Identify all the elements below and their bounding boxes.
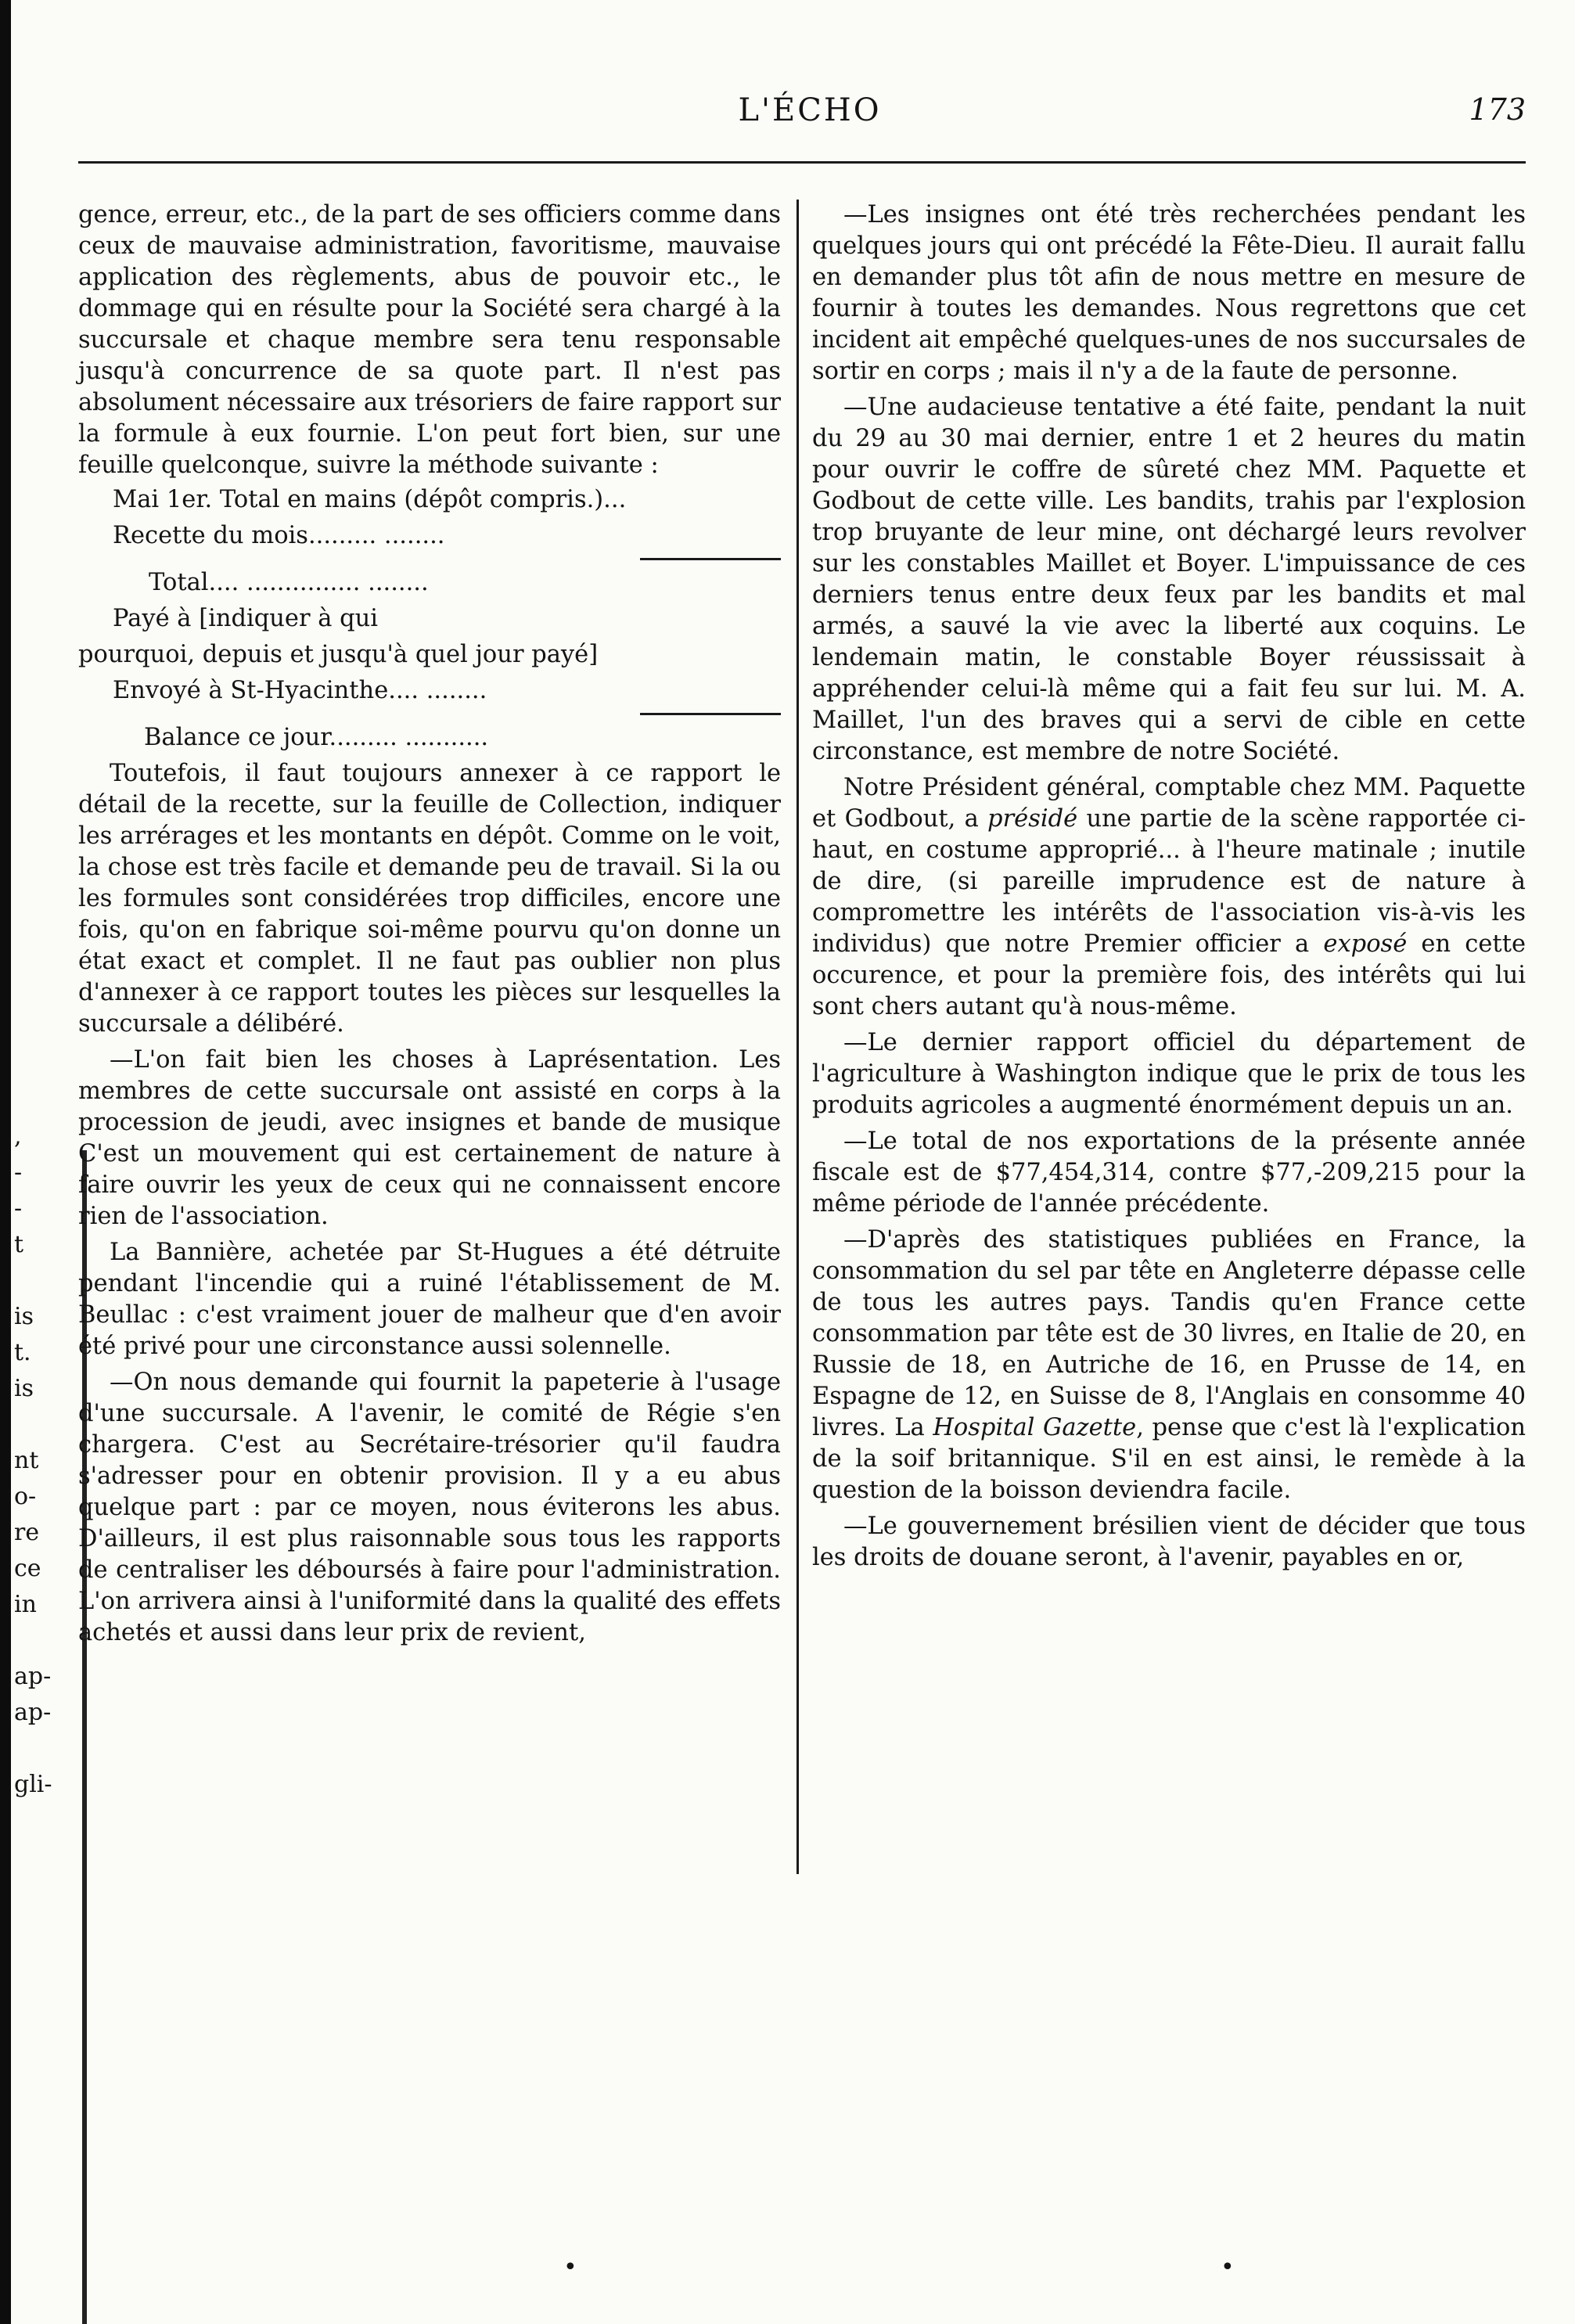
margin-fragment: is (14, 1375, 34, 1402)
margin-fragment: o- (14, 1483, 37, 1510)
right-column (812, 200, 1526, 1574)
ledger-line: Balance ce jour......... ........... (144, 724, 489, 751)
footer-dot: • (563, 2254, 577, 2281)
margin-fragment: t (14, 1231, 24, 1258)
margin-fragment (14, 1263, 85, 1299)
page-header (94, 92, 1526, 131)
margin-fragment: in (14, 1591, 37, 1618)
ledger-rule (78, 707, 781, 722)
page-edge-shadow (0, 0, 11, 2324)
italic-text: exposé (1323, 930, 1408, 958)
previous-page-fragments (14, 1119, 85, 1803)
ledger-line: Payé à [indiquer à qui (113, 605, 379, 632)
paragraph-text: Notre Président général, comptable chez MM. Paquette et Godbout, a (812, 774, 1526, 833)
margin-fragment (14, 1731, 85, 1767)
margin-fragment: ap- (14, 1699, 52, 1726)
footer-dot: • (1221, 2254, 1235, 2281)
paragraph: —Les insignes ont été très recherchées pendant les quelques jours qui ont précédé la Fête-Dieu. Il aurait fallu en demander plus tôt afin de nous mettre en mesure de fournir à toutes les demandes. Nous regrettons que cet incident ait empêché quelques-unes de nos succursales de sortir en corps ; mais il n'y a de la faute de personne. (812, 201, 1526, 385)
paragraph (812, 772, 1526, 1023)
margin-fragment: - (14, 1195, 23, 1222)
paragraph-text: en cette occurence, et pour la première fois, des intérêts qui lui sont chers autant qu'à nous-même. (812, 930, 1526, 1020)
paragraph: La Bannière, achetée par St-Hugues a été détruite pendant l'incendie qui a ruiné l'établissement de M. Beullac : c'est vraiment jouer de malheur que d'en avoir été privé pour une circonstance aussi solennelle. (78, 1239, 781, 1360)
margin-fragment: t. (14, 1339, 31, 1366)
margin-fragment: ap- (14, 1663, 52, 1690)
running-title: L'ÉCHO (738, 92, 882, 128)
paragraph: —On nous demande qui fournit la papeterie à l'usage d'une succursale. A l'avenir, le comité de Régie s'en chargera. C'est au Secrétaire-trésorier qu'il faudra s'adresser pour en obtenir provision. Il y a eu abus quelque part : par ce moyen, nous éviterons les abus. D'ailleurs, il est plus raisonnable sous tous les rapports de centraliser les déboursés à faire pour l'administration. L'on arrivera ainsi à l'uniformité dans la qualité des effets achetés et aussi dans leur prix de revient, (78, 1369, 781, 1646)
paragraph-text: —D'après des statistiques publiées en France, la consommation du sel par tête en Angleterre dépasse celle de tous les autres pays. Tandis qu'en France cette consommation par tête est de 30 livres, en Italie de 20, en Russie de 18, en Autriche de 16, en Prusse de 14, en Espagne de 12, en Suisse de 8, l'Anglais en consomme 40 livres. La (812, 1226, 1526, 1441)
paragraph: —Une audacieuse tentative a été faite, pendant la nuit du 29 au 30 mai dernier, entre 1 et 2 heures du matin pour ouvrir le coffre de sûreté chez MM. Paquette et Godbout de cette ville. Les bandits, trahis par l'explosion trop bruyante de leur mine, ont déchargé leurs revolver sur les constables Maillet et Boyer. L'impuissance de ces derniers tenus entre deux feux par les bandits et mal armés, a sauvé la vie avec la liberté aux coquins. Le lendemain matin, le constable Boyer réussissait à appréhender celui-là même qui a fait feu sur lui. M. A. Maillet, l'un des braves qui a servi de cible en cette circonstance, est membre de notre Société. (812, 394, 1526, 765)
ledger-line: Envoyé à St-Hyacinthe.... ........ (113, 677, 487, 704)
paragraph: —Le gouvernement brésilien vient de décider que tous les droits de douane seront, à l'avenir, payables en or, (812, 1513, 1526, 1571)
paragraph: —Le dernier rapport officiel du département de l'agriculture à Washington indique que le prix de tous les produits agricoles a augmenté énormément depuis un an. (812, 1029, 1526, 1119)
ledger-line: Total.... ............... ........ (149, 569, 429, 596)
ledger-rule (78, 552, 781, 567)
margin-fragment: re (14, 1519, 40, 1546)
paragraph (812, 1225, 1526, 1506)
column-rule (796, 200, 799, 1874)
paragraph: Toutefois, il faut toujours annexer à ce rapport le détail de la recette, sur la feuille de Collection, indiquer les arrérages et les montants en dépôt. Comme on le voit, la chose est très facile et demande peu de travail. Si la ou les formules sont considérées trop difficiles, encore une fois, qu'on en fabrique soi-même pourvu qu'on donne un état exact et complet. Il ne faut pas oublier non plus d'annexer à ce rapport toutes les pièces sur lesquelles la succursale a délibéré. (78, 760, 781, 1038)
margin-fragment: - (14, 1159, 23, 1186)
left-column (78, 200, 781, 1649)
italic-text: Hospital Gazette (933, 1414, 1137, 1441)
page-number: 173 (1469, 92, 1526, 127)
margin-fragment: , (14, 1123, 22, 1150)
ledger-example (78, 484, 781, 754)
paragraph: —Le total de nos exportations de la présente année fiscale est de $77,454,314, contre $77,-209,215 pour la même période de l'année précédente. (812, 1128, 1526, 1218)
margin-fragment: ce (14, 1555, 41, 1582)
header-rule (78, 161, 1526, 164)
ledger-line: Mai 1er. Total en mains (dépôt compris.)... (113, 486, 627, 513)
paragraph: —L'on fait bien les choses à Laprésentation. Les membres de cette succursale ont assisté en corps à la procession de jeudi, avec insignes et bande de musique C'est un mouvement qui est certainement de nature à faire ouvrir les yeux de ceux qui ne connaissent encore rien de l'association. (78, 1046, 781, 1230)
paragraph: gence, erreur, etc., de la part de ses officiers comme dans ceux de mauvaise administration, favoritisme, mauvaise application des règlements, abus de pouvoir etc., le dommage qui en résulte pour la Société sera chargé à la succursale et chaque membre sera tenu responsable jusqu'à concurrence de sa quote part. Il n'est pas absolument nécessaire aux trésoriers de faire rapport sur la formule à eux fournie. L'on peut fort bien, sur une feuille quelconque, suivre la méthode suivante : (78, 201, 781, 479)
ledger-line: pourquoi, depuis et jusqu'à quel jour payé] (78, 641, 599, 668)
margin-fragment (14, 1623, 85, 1659)
margin-fragment: is (14, 1303, 34, 1330)
italic-text: présidé (987, 805, 1078, 833)
ledger-line: Recette du mois......... ........ (113, 522, 445, 549)
paragraph-text: , pense que c'est là l'explication de la soif britannique. S'il en est ainsi, le remède à la question de la boisson deviendra facile. (812, 1414, 1526, 1504)
margin-fragment: nt (14, 1447, 39, 1474)
paragraph-text: une partie de la scène rapportée ci-haut, en costume approprié... à l'heure matinale ; inutile de dire, (si pareille imprudence est de nature à compromettre les intérêts de l'association vis-à-vis les individus) que notre Premier officier a (812, 805, 1526, 958)
margin-fragment: gli- (14, 1771, 52, 1798)
margin-fragment (14, 1407, 85, 1443)
